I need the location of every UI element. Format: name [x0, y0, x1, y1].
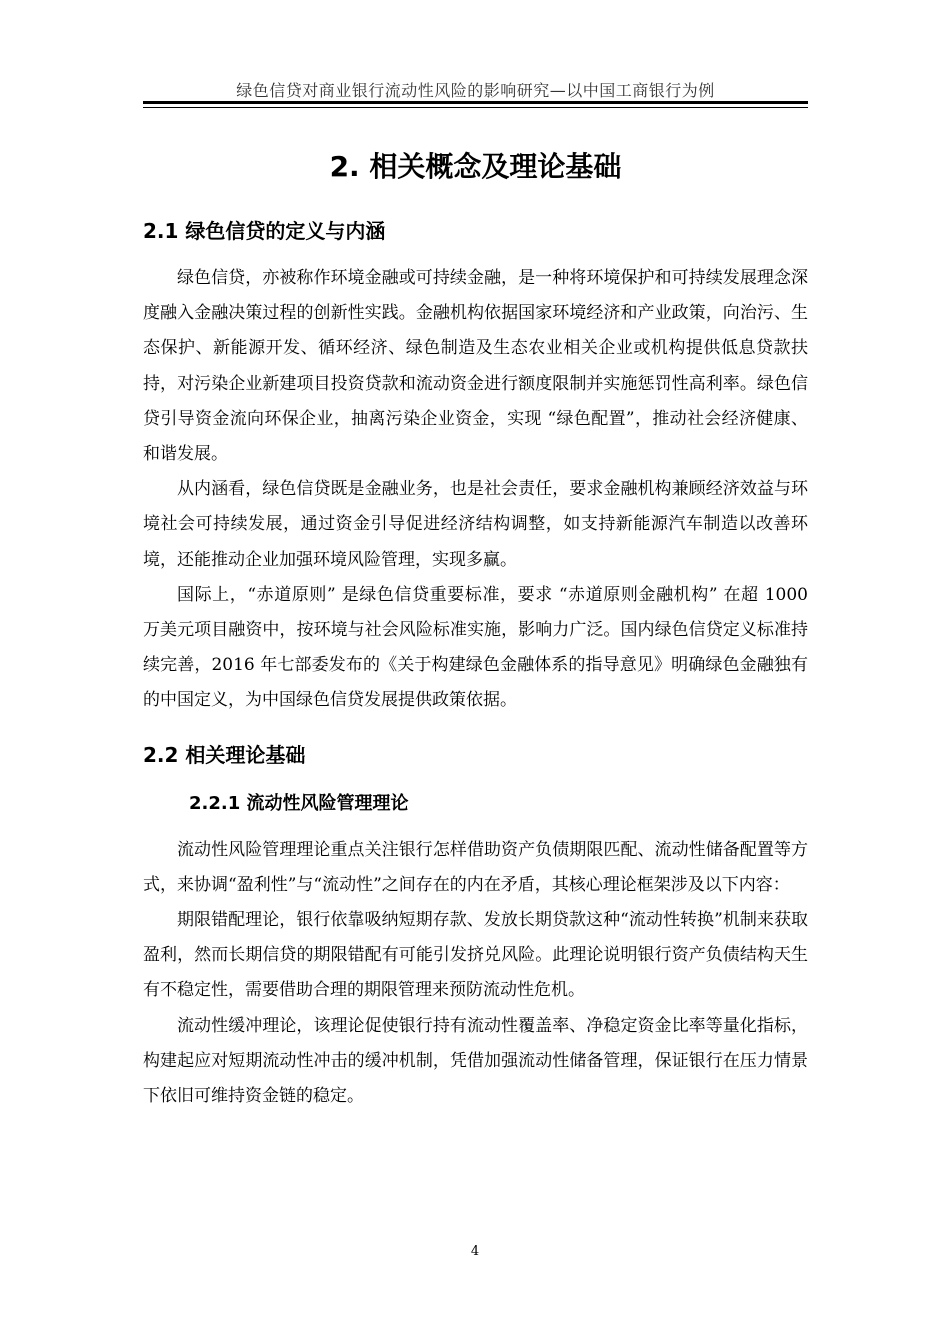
paragraph: 绿色信贷，亦被称作环境金融或可持续金融，是一种将环境保护和可持续发展理念深度融入金融决策过程的创新性实践。金融机构依据国家环境经济和产业政策，向治污、生态保护、新能源开发、循环经济、绿色制造及生态农业相关企业或机构提供低息贷款扶持，对污染企业新建项目投资贷款和流动资金进行额度限制并实施惩罚性高利率。绿色信贷引导资金流向环保企业，抽离污染企业资金，实现 “绿色配置”，推动社会经济健康、和谐发展。: [143, 268, 808, 465]
paragraph: 从内涵看，绿色信贷既是金融业务，也是社会责任，要求金融机构兼顾经济效益与环境社会可持续发展，通过资金引导促进经济结构调整，如支持新能源汽车制造以改善环境，还能推动企业加强环境风险管理，实现多赢。: [143, 479, 808, 570]
subsection-title-2-2-1: 2.2.1 流动性风险管理理论: [189, 792, 409, 814]
paragraph: 期限错配理论，银行依靠吸纳短期存款、发放长期贷款这种“流动性转换”机制来获取盈利，然而长期信贷的期限错配有可能引发挤兑风险。此理论说明银行资产负债结构天生有不稳定性，需要借助合理的期限管理来预防流动性危机。: [143, 910, 808, 1001]
paragraph: 流动性缓冲理论，该理论促使银行持有流动性覆盖率、净稳定资金比率等量化指标，构建起应对短期流动性冲击的缓冲机制，凭借加强流动性储备管理，保证银行在压力情景下依旧可维持资金链的稳定。: [143, 1015, 808, 1107]
chapter-title: 2. 相关概念及理论基础: [329, 150, 622, 183]
document-body: [143, 145, 808, 1114]
header-rule-thin: [143, 107, 808, 108]
paragraph: 流动性风险管理理论重点关注银行怎样借助资产负债期限匹配、流动性储备配置等方式，来协调“盈利性”与“流动性”之间存在的内在矛盾，其核心理论框架涉及以下内容：: [143, 839, 808, 895]
page-number: 4: [470, 1244, 480, 1259]
header-rule-thick: [143, 101, 808, 104]
running-header: 绿色信贷对商业银行流动性风险的影响研究—以中国工商银行为例: [236, 81, 715, 100]
paragraph: 国际上，“赤道原则” 是绿色信贷重要标准，要求 “赤道原则金融机构” 在超 1000 万美元项目融资中，按环境与社会风险标准实施，影响力广泛。国内绿色信贷定义标准持续完善，2016 年七部委发布的《关于构建绿色金融体系的指导意见》明确绿色金融独有的中国定义，为中国绿色信贷发展提供政策依据。: [143, 584, 808, 711]
section-title-2-2: 2.2 相关理论基础: [143, 742, 306, 767]
section-title-2-1: 2.1 绿色信贷的定义与内涵: [143, 219, 386, 243]
